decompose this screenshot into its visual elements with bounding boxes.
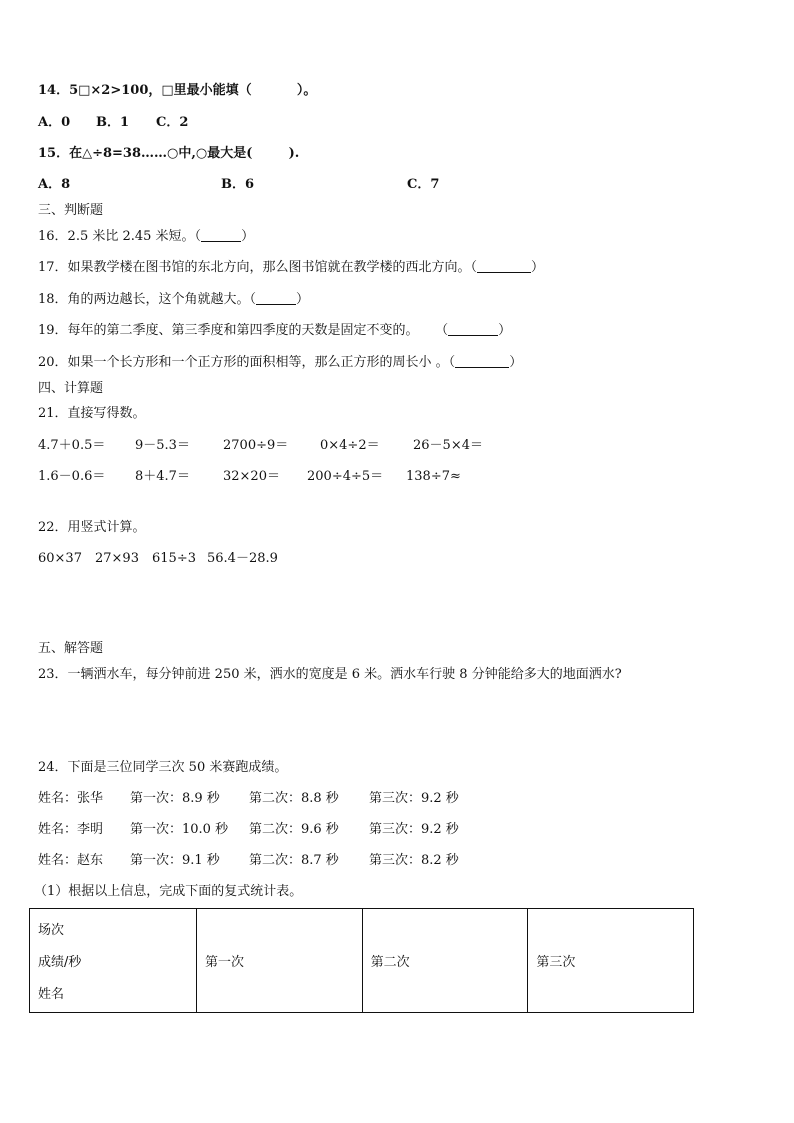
- record-first: 第一次：8.9 秒: [130, 791, 220, 806]
- record-name: 姓名：赵东: [38, 853, 104, 868]
- q14-option-a: A．0: [38, 115, 71, 130]
- record-third: 第三次：9.2 秒: [369, 791, 459, 806]
- section-title-judgment: 三、判断题: [38, 203, 104, 218]
- calc-item: 0×4÷2＝: [320, 438, 380, 453]
- answer-blank: [448, 323, 498, 336]
- answer-blank: [477, 260, 531, 273]
- record-second: 第二次：8.8 秒: [249, 791, 339, 806]
- q14-option-c: C．2: [156, 115, 189, 130]
- answer-blank: [455, 355, 509, 368]
- q22-stem: 22．用竖式计算。: [38, 520, 146, 535]
- record-third: 第三次：8.2 秒: [369, 853, 459, 868]
- calc-item: 1.6－0.6＝: [38, 469, 106, 484]
- answer-blank: [256, 292, 296, 305]
- q14-stem: 14．5□×2>100，□里最小能填（ ）。: [38, 83, 317, 98]
- calc-item: 26－5×4＝: [413, 438, 483, 453]
- q15-option-c: C．7: [407, 177, 440, 192]
- table-header-third: 第三次: [528, 909, 694, 1013]
- calc-item: 138÷7≈: [406, 469, 461, 484]
- q21-stem: 21．直接写得数。: [38, 406, 146, 421]
- vertical-calc-item: 615÷3: [152, 551, 196, 566]
- judgment-item: 17．如果教学楼在图书馆的东北方向，那么图书馆就在教学楼的西北方向。（ ）: [38, 260, 545, 275]
- q24-sub1: （1）根据以上信息，完成下面的复式统计表。: [34, 884, 303, 899]
- corner-label-name: 姓名: [38, 986, 65, 1002]
- judgment-item: 18．角的两边越长，这个角就越大。（ ）: [38, 292, 310, 307]
- answer-blank: [201, 229, 241, 242]
- q15-option-b: B．6: [221, 177, 255, 192]
- corner-label-score: 成绩/秒: [38, 954, 82, 970]
- record-name: 姓名：张华: [38, 791, 104, 806]
- calc-item: 2700÷9＝: [223, 438, 289, 453]
- calc-item: 4.7＋0.5＝: [38, 438, 106, 453]
- statistics-table: [29, 908, 694, 1013]
- section-title-problems: 五、解答题: [38, 641, 104, 656]
- section-title-calculation: 四、计算题: [38, 381, 104, 396]
- record-third: 第三次：9.2 秒: [369, 822, 459, 837]
- judgment-item: 20．如果一个长方形和一个正方形的面积相等，那么正方形的周长小 。（ ）: [38, 355, 523, 370]
- vertical-calc-item: 56.4－28.9: [207, 551, 278, 566]
- q15-stem: 15．在△÷8=38……○中,○最大是( ).: [38, 146, 300, 161]
- calc-item: 200÷4÷5＝: [307, 469, 384, 484]
- calc-item: 8＋4.7＝: [135, 469, 190, 484]
- q23-text: 23．一辆洒水车，每分钟前进 250 米，洒水的宽度是 6 米。洒水车行驶 8 分钟能给多大的地面洒水?: [38, 667, 622, 682]
- calc-item: 9－5.3＝: [135, 438, 190, 453]
- judgment-item: 16．2.5 米比 2.45 米短。（ ）: [38, 229, 255, 244]
- table-header-first: 第一次: [197, 909, 363, 1013]
- record-first: 第一次：10.0 秒: [130, 822, 229, 837]
- table-header-corner: [30, 909, 197, 1013]
- q14-option-b: B．1: [96, 115, 130, 130]
- table-header-second: 第二次: [362, 909, 528, 1013]
- q24-stem: 24．下面是三位同学三次 50 米赛跑成绩。: [38, 760, 288, 775]
- record-second: 第二次：8.7 秒: [249, 853, 339, 868]
- calc-item: 32×20＝: [223, 469, 280, 484]
- record-first: 第一次：9.1 秒: [130, 853, 220, 868]
- judgment-item: 19．每年的第二季度、第三季度和第四季度的天数是固定不变的。 （ ）: [38, 323, 512, 338]
- record-name: 姓名：李明: [38, 822, 104, 837]
- record-second: 第二次：9.6 秒: [249, 822, 339, 837]
- vertical-calc-item: 27×93: [95, 551, 139, 566]
- q15-option-a: A．8: [38, 177, 71, 192]
- corner-label-round: 场次: [38, 922, 65, 938]
- vertical-calc-item: 60×37: [38, 551, 82, 566]
